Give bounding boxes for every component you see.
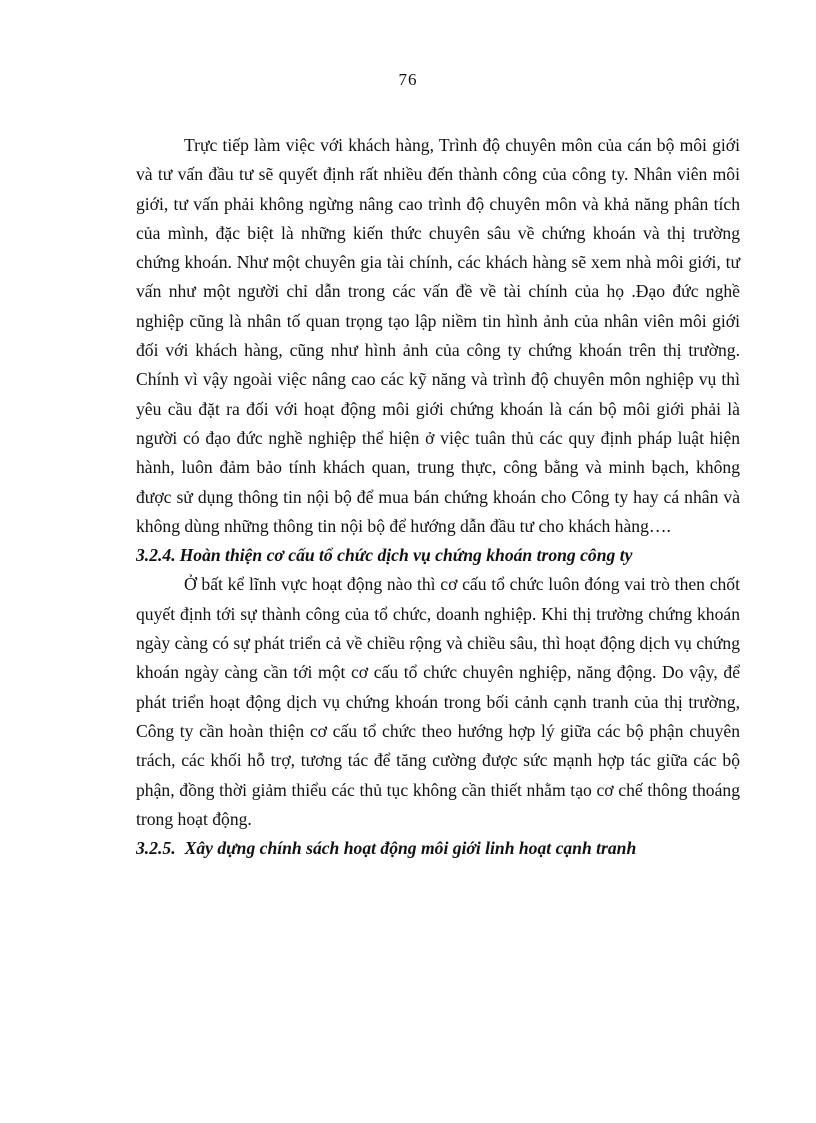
section-heading-3-2-4 bbox=[136, 541, 740, 570]
paragraph-org-structure: Ở bất kể lĩnh vực hoạt động nào thì cơ cấu tổ chức luôn đóng vai trò then chốt quyết định tới sự thành công của tổ chức, doanh nghiệp. Khi thị trường chứng khoán ngày càng có sự phát triển cả về chiều rộng và chiều sâu, thì hoạt động dịch vụ chứng khoán ngày càng cần tới một cơ cấu tổ chức chuyên nghiệp, năng động. Do vậy, để phát triển hoạt động dịch vụ chứng khoán trong bối cảnh cạnh tranh của thị trường, Công ty cần hoàn thiện cơ cấu tổ chức theo hướng hợp lý giữa các bộ phận chuyên trách, các khối hỗ trợ, tương tác để tăng cường được sức mạnh hợp tác giữa các bộ phận, đồng thời giảm thiểu các thủ tục không cần thiết nhằm tạo cơ chế thông thoáng trong hoạt động. bbox=[136, 574, 740, 829]
document-body bbox=[136, 131, 740, 863]
paragraph-broker-quality: Trực tiếp làm việc với khách hàng, Trình độ chuyên môn của cán bộ môi giới và tư vấn đầu tư sẽ quyết định rất nhiều đến thành công của công ty. Nhân viên môi giới, tư vấn phải không ngừng nâng cao trình độ chuyên môn và khả năng phân tích của mình, đặc biệt là những kiến thức chuyên sâu về chứng khoán và thị trường chứng khoán. Như một chuyên gia tài chính, các khách hàng sẽ xem nhà môi giới, tư vấn như một người chỉ dẫn trong các vấn đề về tài chính của họ .Đạo đức nghề nghiệp cũng là nhân tố quan trọng tạo lập niềm tin hình ảnh của nhân viên môi giới đối với khách hàng, cũng như hình ảnh của công ty chứng khoán trên thị trường. Chính vì vậy ngoài việc nâng cao các kỹ năng và trình độ chuyên môn nghiệp vụ thì yêu cầu đặt ra đối với hoạt động môi giới chứng khoán là cán bộ môi giới phải là người có đạo đức nghề nghiệp thể hiện ở việc tuân thủ các quy định pháp luật hiện hành, luôn đảm bảo tính khách quan, trung thực, công bằng và minh bạch, không được sử dụng thông tin nội bộ để mua bán chứng khoán cho Công ty hay cá nhân và không dùng những thông tin nội bộ để hướng dẫn đầu tư cho khách hàng…. bbox=[136, 135, 740, 536]
section-number: 3.2.5. bbox=[136, 838, 176, 859]
section-number: 3.2.4. bbox=[136, 545, 176, 566]
section-heading-3-2-5 bbox=[136, 834, 740, 863]
section-title: Hoàn thiện cơ cấu tổ chức dịch vụ chứng khoán trong công ty bbox=[179, 545, 633, 566]
section-title: Xây dựng chính sách hoạt động môi giới linh hoạt cạnh tranh bbox=[184, 838, 637, 859]
page-number: 76 bbox=[398, 70, 418, 89]
